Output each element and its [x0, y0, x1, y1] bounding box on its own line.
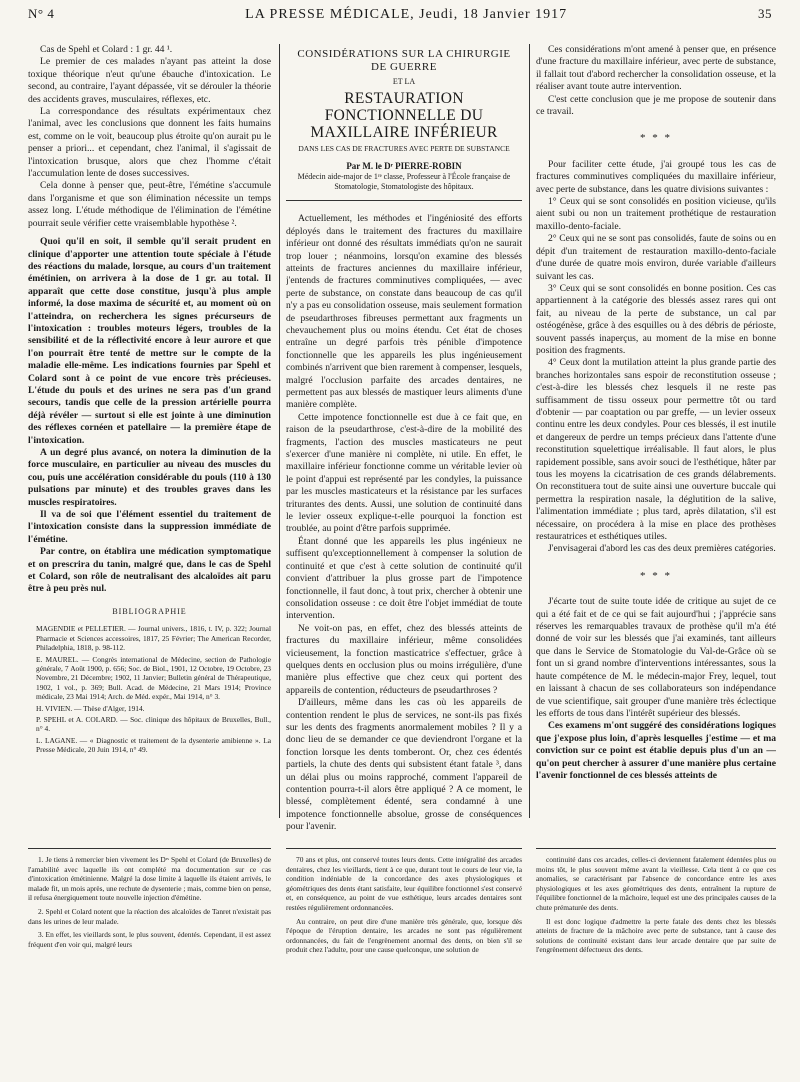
paragraph: Ces considérations m'ont amené à penser que, en présence d'une fracture du maxillaire inférieur, avec perte de substance, il fallait tout d'abord rechercher la consolidation osseuse, et la réaliser avant toute autre intervention. — [536, 44, 776, 93]
paragraph: Actuellement, les méthodes et l'ingéniosité des efforts déployés dans le traitement des fractures du maxillaire inférieur ont donné des résultats immédiats qu'on ne saurait trop louer ; néanmoins, lorsqu'on examine des blessés atteints de fractures anciennes du maxillaire inférieur, j'entends de fractures comminutives compliquées, — avec perte de substance, on constate dans beaucoup de cas qu'il n'y a pas eu consolidation osseuse, mais seulement formation de pseudarthroses fibreuses permettant aux fragments un chevauchement plus ou moins étendu. Cet état de choses entraîne un degré parfois très pénible d'impotence fonctionnelle que les appareils les plus ingénieusement combinés n'arrivent que bien rarement à compenser, lesquels, malgré l'occlusion parfaite des arcades dentaires, ne permettent pas aux blessés de mastiquer leurs aliments d'une manière complète. — [286, 213, 522, 411]
paragraph: Pour faciliter cette étude, j'ai groupé tous les cas de fractures comminutives compliquées du maxillaire inférieur, avec perte de substance, dans les quatre divisions suivantes : — [536, 158, 776, 195]
column-divider — [279, 44, 280, 818]
column-divider — [529, 44, 530, 818]
paragraph: D'ailleurs, même dans les cas où les appareils de contention rendent le plus de services, ne sont-ils pas fixés sur les dents des fragments anormalement mobiles ? Il y a donc lieu de se demander ce que deviendront l'organe et la fonction lorsque les dents tomberont. Or, chez ces édentés partiels, la chute des dents qui subsistent étant fatale ³, dans un délai plus ou moins rapproché, comment l'appareil de contention pourra-t-il alors être appliqué ? A ce moment, le blessé, complètement édenté, sera condamné à une impotence fonctionnelle absolue, grosse de conséquences pour l'avenir. — [286, 697, 522, 833]
bibliography-entry: P. SPEHL et A. COLARD. — Soc. clinique des hôpitaux de Bruxelles, Bull., n° 4. — [36, 714, 271, 734]
paragraph: Il va de soi que l'élément essentiel du traitement de l'intoxication consiste dans la suppression immédiate de l'émétine. — [28, 509, 271, 545]
article-subtitle: DANS LES CAS DE FRACTURES AVEC PERTE DE SUBSTANCE — [298, 144, 510, 154]
author-affiliation: Médecin aide-major de 1ʳᵉ classe, Professeur à l'École française de Stomatologie, Stomatologiste des hôpitaux. — [297, 172, 511, 192]
paragraph: J'écarte tout de suite toute idée de critique au sujet de ce qui a été fait et de ce qui se fait aujourd'hui ; j'apprécie sans réserves les remarquables travaux de prothèse qu'il m'a été donné de voir sur les blessés que j'ai examinés, tant ailleurs que dans le Service de Stomatologie du Val-de-Grâce où se font un si grand nombre d'interventions intéressantes, sous la haute compétence de M. le médecin-major Frey, lequel, tout en laissant à chacun de ses collaborateurs son indépendance de vue scientifique, sait grouper d'une manière très éclectique les efforts de tous dans l'intérêt supérieur des blessés. — [536, 596, 776, 719]
paragraph: J'envisagerai d'abord les cas des deux premières catégories. — [548, 543, 776, 555]
section-separator: * * * — [640, 132, 672, 145]
paragraph: Ne voit-on pas, en effet, chez des blessés atteints de fractures du maxillaire inférieur, même consolidées vicieusement, la fonction masticatrice s'effectuer, grâce à quelques dents en occlusion plus ou moins irrégulière, d'une manière plus effective que chez ceux qui portent des appareils de contention, réducteurs de pseudarthroses ? — [286, 622, 522, 696]
paragraph: Le premier de ces malades n'ayant pas atteint la dose toxique théorique n'eut qu'une ébauche d'intoxication. Le second, au contraire, l'ayant dépassée, vit se dérouler la théorie des accidents graves, musculaires, réflexes, etc. — [28, 56, 271, 105]
article-author: Par M. le Dʳ PIERRE-ROBIN — [346, 160, 462, 171]
footnote: 2. Spehl et Colard notent que la réaction des alcaloïdes de Tanret n'existait pas dans les urines de leur malade. — [28, 906, 271, 926]
footnote: Au contraire, on peut dire d'une manière très générale, que, lorsque dès l'époque de l'éruption dentaire, les arcades ne sont pas régulièrement ordonnancées, du fait de l'engrènement anormal des dents, on bien s'il se produit chez l'adulte, pour une cause quelconque, une solution de — [286, 916, 522, 955]
article-title-connector: ET LA — [392, 77, 416, 86]
bibliography-entry: MAGENDIE et PELLETIER. — Journal univers., 1816, t. IV, p. 322; Journal Pharmacie et Sciences accessoires, 1817, 25 Février; The American Recorder, Philadelphia, 1818, p. 98-112. — [36, 624, 271, 653]
page-header — [28, 6, 772, 28]
list-item: 3° Ceux qui se sont consolidés en bonne position. Ces cas appartiennent à la catégorie des blessés assez rares qui ont fait, au niveau de la perte de substance, un cal par ostéogénèse, grâce à des esquilles ou à des débris de périoste, souvent passés inaperçus, au moment de la mise en bonne position des fragments. — [536, 282, 776, 356]
footnotes-left — [28, 848, 271, 1074]
paragraph: Ces examens m'ont suggéré des considérations logiques que j'expose plus loin, d'après lesquelles j'estime — et ma conviction sur ce point est établie depuis plus d'un an — qu'on peut chercher à assurer d'une manière plus certaine l'avenir fonctionnel de ces blessés atteints de — [536, 720, 776, 781]
paragraph: Quoi qu'il en soit, il semble qu'il serait prudent en clinique d'apporter une attention toute spéciale à l'étude des réactions du malade, lorsque, au cours d'un traitement émétinien, on arrivera à la dose de 1 gr. au total. Il apparaît que cette dose constitue, jusqu'à plus ample informé, la dose maxima de sécurité et, au moment où on l'atteindra, on recherchera les signes précurseurs de l'intoxication : troubles moteurs légers, troubles de la sensibilité et de la réflectivité encore à leur aurore et que l'on pourrait être tenté de mettre sur le compte de la maladie elle-même. Les indications fournies par Spehl et Colard sont à ce point de vue encore très précieuses. L'étude du pouls et des urines ne sera pas d'un grand secours, tandis que celle de la pression artérielle pourra déjà révéler — surtout si elle est jointe à une diminution des réflexes cornéen et patellaire — la première étape de l'intoxication. — [28, 236, 271, 446]
footnotes-right — [536, 848, 776, 1074]
paragraph: A un degré plus avancé, on notera la diminution de la force musculaire, en particulier au niveau des muscles du cou, puis une accélération considérable du pouls (110 à 130 pulsations par minute) et des troubles graves dans les muscles respiratoires. — [28, 447, 271, 508]
bibliography-entry: E. MAUREL. — Congrès international de Médecine, section de Pathologie générale, 7 Août 1900, p. 656; Soc. de Biol., 1901, 12 Octobre, 19 Octobre, 23 Novembre, 21 Décembre; 1902, 11 Janvier; Bulletin général de Thérapeutique, 1902, 1 vol., p. 369; Bull. Acad. de Médecine, 21 Mars 1914; Province médicale, 23 Mai 1914; Arch. de Méd. expér., Mai 1914, n° 3. — [36, 654, 271, 702]
footnote: 3. En effet, les vieillards sont, le plus souvent, édentés. Cependant, il est assez fréquent d'en voir qui, malgré leurs — [28, 930, 271, 949]
masthead: LA PRESSE MÉDICALE, Jeudi, 18 Janvier 1917 — [245, 7, 568, 22]
issue-number: N° 4 — [28, 6, 55, 21]
section-separator: * * * — [640, 569, 672, 582]
list-item: 1° Ceux qui se sont consolidés en position vicieuse, qu'ils aient subi ou non un traitement prothétique de restauration maxillo-dento-faciale. — [536, 196, 776, 232]
bibliography — [28, 624, 271, 754]
paragraph: Par contre, on établira une médication symptomatique et on prescrira du tanin, malgré que, dans le cas de Spehl et Colard, son rôle de neutralisant des alcaloïdes ait paru être à peu près nul. — [28, 546, 271, 595]
article-supertitle: CONSIDÉRATIONS SUR LA CHIRURGIE DE GUERRE — [297, 48, 511, 73]
footnote: continuité dans ces arcades, celles-ci deviennent fatalement édentées plus ou moins tôt, le plus souvent même avant la vieillesse. Cela tient à ce que ces anomalies, se caractérisant par l'absence de concordance entre les axes physiologiques et les axes géométriques des dents, entraînent la rupture de l'équilibre fonctionnel de la mâchoire, lequel est une des principales causes de la chute prématurée des dents. — [536, 855, 776, 912]
footnote: 70 ans et plus, ont conservé toutes leurs dents. Cette intégralité des arcades dentaires, chez les vieillards, tient à ce que, durant tout le cours de leur vie, la condition indéniable de la concordance des axes physiologiques et géométriques des dents étant satisfaite, leur équilibre fonctionnel s'est conservé et, en conséquence, au point de vue esthétique, leurs arcades dentaires sont restées régulièrement ordonnancées. — [286, 855, 522, 912]
paragraph: Cas de Spehl et Colard : 1 gr. 44 ¹. — [40, 44, 173, 55]
article-title-block — [286, 44, 522, 201]
paragraph: Cette impotence fonctionnelle est due à ce fait que, en raison de la pseudarthrose, c'est-à-dire de la mobilité des fragments, l'action des muscles masticateurs ne peut s'exercer d'une manière ni complète, ni utile. En effet, le maxillaire inférieur fonctionne comme un véritable levier où le point d'appui est représenté par les condyles, la puissance par les muscles masticateurs et la résistance par les surfaces triturantes des dents. Aussi, une solution de continuité dans le levier osseux explique-t-elle pourquoi la fonction est troublée, au point d'être parfois supprimée. — [286, 411, 522, 535]
bibliography-entry: H. VIVIEN. — Thèse d'Alger, 1914. — [36, 703, 145, 713]
article-title: RESTAURATION FONCTIONNELLE DU MAXILLAIRE INFÉRIEUR — [310, 90, 498, 142]
paragraph: C'est cette conclusion que je me propose de soutenir dans ce travail. — [536, 93, 776, 118]
paragraph: La correspondance des résultats expérimentaux chez l'animal, avec les conclusions que donnent les faits humains est, comme on le voit, beaucoup plus étroite qu'on aurait pu le penser a priori... et cependant, chez l'animal, il s'agissait de l'intoxication brusque, alors que chez l'homme c'était l'accumulation lente de doses successives. — [28, 106, 271, 180]
bibliography-entry: L. LAGANE. — « Diagnostic et traitement de la dysenterie amibienne ». La Presse Médicale, 20 Juin 1914, n° 49. — [36, 735, 271, 755]
list-item: 4° Ceux dont la mutilation atteint la plus grande partie des branches horizontales sans espoir de reconstitution osseuse ; c'est-à-dire les blessés chez lesquels il ne reste pas suffisamment de tissu osseux pour permettre tôt ou tard d'obtenir — par coaptation ou par greffe, — un levier osseux continu entre les deux condyles. Pour ces blessés, il est inutile et dangereux de perdre un temps précieux dans l'attente d'une reconstitution squelettique irréalisable. Il faut alors, le plus rapidement possible, sans avoir souci de l'esthétique, hâter par tous les moyens la cicatrisation de ces grands délabrements. On reconstituera tout de suite ainsi une ouverture buccale qui permettra la respiration nasale, la déglutition de la salive, l'alimentation immédiate ; plus tard, après dilatation, s'il est nécessaire, on procédera à la mise en place des prothèses restauratrices et esthétiques utiles. — [536, 357, 776, 543]
footnotes-middle — [286, 848, 522, 1074]
paragraph: Cela donne à penser que, peut-être, l'émétine s'accumule dans l'organisme et que son élimination nécessite un temps assez long. L'étude méthodique de l'élimination de l'émétine pourrait seule vérifier cette vraisemblable hypothèse ². — [28, 180, 271, 229]
paragraph: Étant donné que les appareils les plus ingénieux ne suffisent qu'exceptionnellement à compenser la solution de continuité et que c'est à cette solution de continuité qu'il convient d'attribuer la plus grosse part de l'impotence fonctionnelle, il faut donc, à tout prix, chercher à obtenir une consolidation osseuse : ce doit être l'objet immédiat de toute intervention. — [286, 535, 522, 622]
bibliography-title: BIBLIOGRAPHIE — [112, 606, 187, 616]
list-item: 2° Ceux qui ne se sont pas consolidés, faute de soins ou en dépit d'un traitement de restauration maxillo-dento-faciale d'une durée de quatre mois environ, durée variable d'ailleurs suivant les cas. — [536, 233, 776, 282]
page-number: 35 — [758, 6, 772, 21]
footnote: 1. Je tiens à remercier bien vivement les Dʳˢ Spehl et Colard (de Bruxelles) de l'amabilité avec laquelle ils ont complété ma documentation sur ce cas d'intoxication émétinienne. Malgré la dose limite à laquelle ils étaient arrivés, le malade fit, un mois après, une rechute de dysenterie ; mais, comme bien on pense, il refusa énergiquement toute nouvelle injection d'émétine. — [28, 855, 271, 903]
footnote: Il est donc logique d'admettre la perte fatale des dents chez les blessés atteints de fracture de la mâchoire avec perte de substance, tant à cause des solutions de continuité existant dans leur arcade dentaire que par suite de l'engrènement défectueux des dents. — [536, 916, 776, 955]
